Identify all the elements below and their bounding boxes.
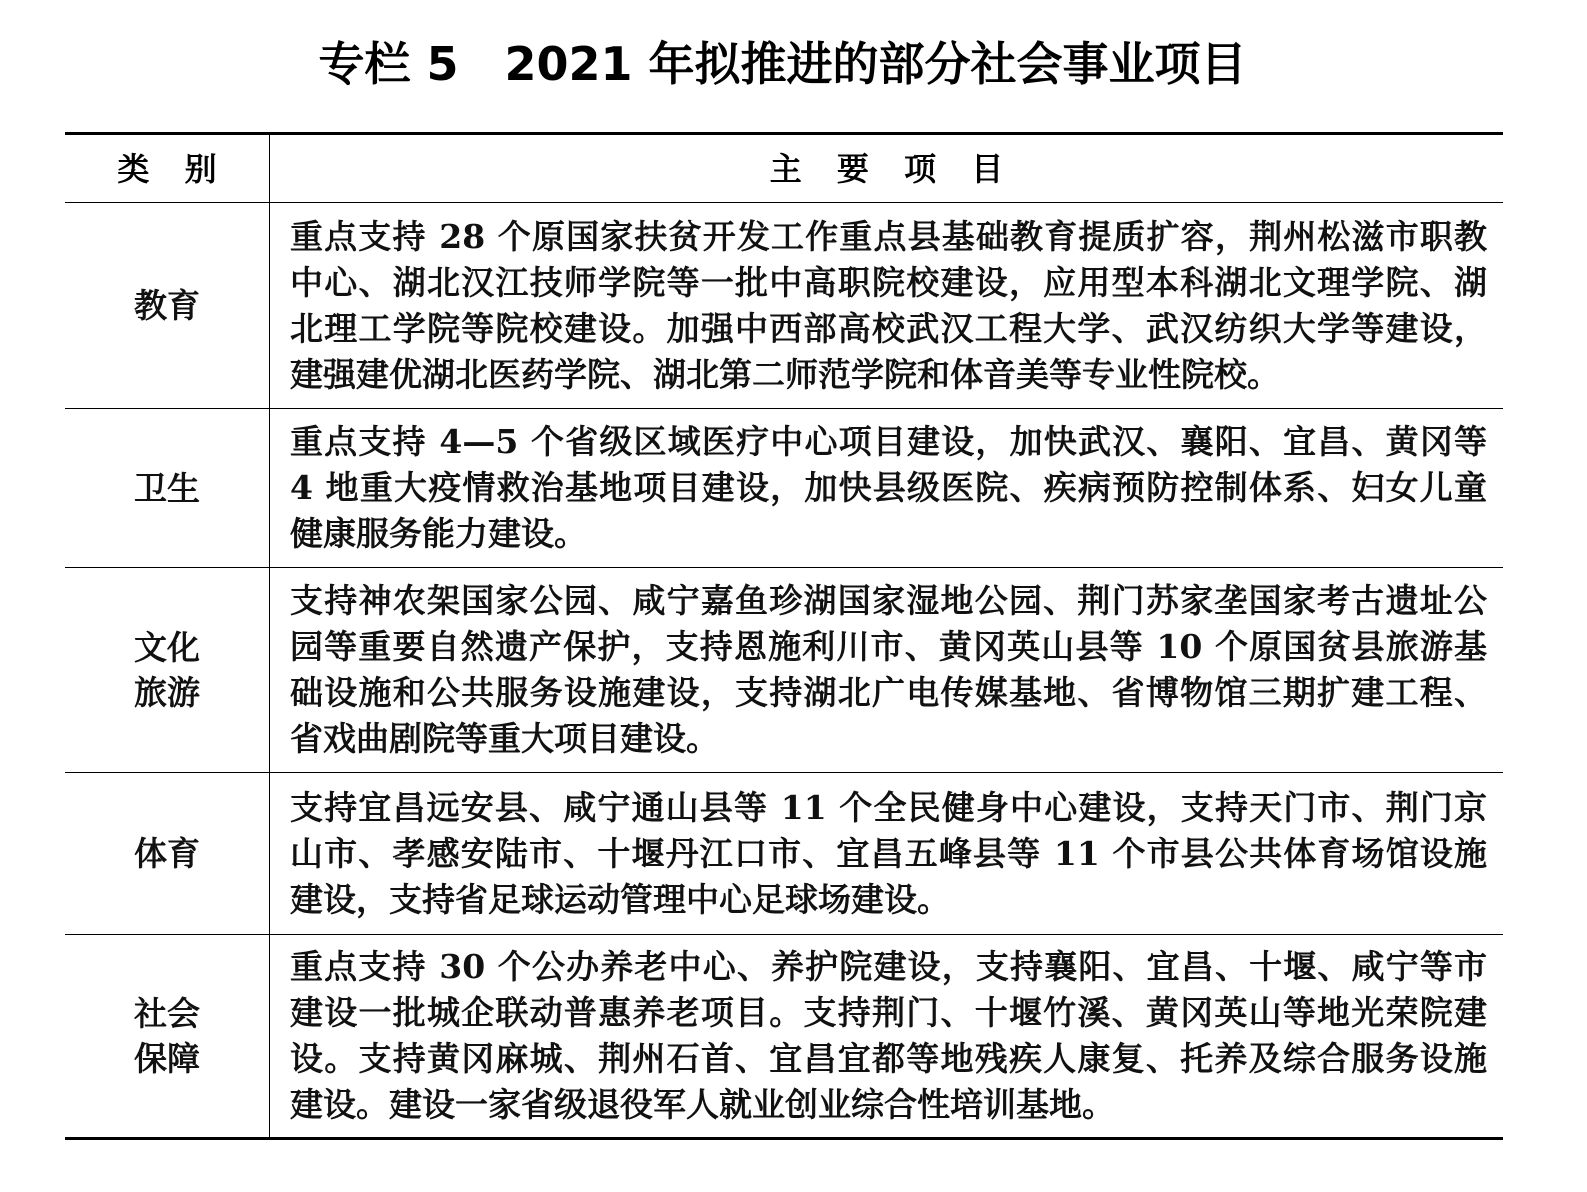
category-label: 文化 [134, 628, 200, 667]
text-line: 园等重要自然遗产保护，支持恩施利川市、黄冈英山县等 10 个原国贫县旅游基 [290, 627, 1487, 666]
table-row-sports [65, 773, 1503, 935]
category-label: 体育 [134, 834, 200, 873]
items-cell [270, 568, 1503, 772]
table-row-health [65, 409, 1503, 568]
text-line: 支持神农架国家公园、咸宁嘉鱼珍湖国家湿地公园、荆门苏家垄国家考古遗址公 [290, 581, 1487, 620]
text-line: 4 地重大疫情救治基地项目建设，加快县级医院、疾病预防控制体系、妇女儿童 [290, 468, 1487, 507]
text-line: 健康服务能力建设。 [290, 514, 587, 553]
text-line: 北理工学院等院校建设。加强中西部高校武汉工程大学、武汉纺织大学等建设， [290, 308, 1487, 348]
text-line: 省戏曲剧院等重大项目建设。 [290, 719, 719, 758]
category-cell [65, 935, 270, 1137]
text-line: 支持宜昌远安县、咸宁通山县等 11 个全民健身中心建设，支持天门市、荆门京 [290, 787, 1487, 827]
category-label: 保障 [134, 1039, 200, 1078]
category-label: 卫生 [134, 468, 200, 508]
table-row-culture-tourism [65, 568, 1503, 773]
page-title: 专栏 5 2021 年拟推进的部分社会事业项目 [318, 37, 1247, 91]
text-line: 重点支持 28 个原国家扶贫开发工作重点县基础教育提质扩容，荆州松滋市职教 [290, 216, 1487, 256]
text-line: 重点支持 4—5 个省级区域医疗中心项目建设，加快武汉、襄阳、宜昌、黄冈等 [290, 422, 1487, 461]
table-row-social-security [65, 935, 1503, 1140]
items-cell [270, 935, 1503, 1137]
category-cell [65, 203, 270, 408]
category-cell [65, 568, 270, 772]
text-line: 建设，支持省足球运动管理中心足球场建设。 [290, 879, 950, 919]
header-category: 类 别 [117, 149, 229, 188]
table-row-education [65, 203, 1503, 409]
text-line: 重点支持 30 个公办养老中心、养护院建设，支持襄阳、宜昌、十堰、咸宁等市 [290, 947, 1487, 986]
text-line: 建设一批城企联动普惠养老项目。支持荆门、十堰竹溪、黄冈英山等地光荣院建 [290, 993, 1487, 1032]
header-items-cell [270, 135, 1503, 202]
items-cell [270, 409, 1503, 567]
category-label: 社会 [134, 994, 200, 1033]
text-line: 中心、湖北汉江技师学院等一批中高职院校建设，应用型本科湖北文理学院、湖 [290, 262, 1487, 302]
category-cell [65, 773, 270, 934]
text-line: 设。支持黄冈麻城、荆州石首、宜昌宜都等地残疾人康复、托养及综合服务设施 [290, 1039, 1487, 1078]
text-line: 础设施和公共服务设施建设，支持湖北广电传媒基地、省博物馆三期扩建工程、 [290, 673, 1487, 712]
category-label: 教育 [134, 286, 200, 325]
category-cell [65, 409, 270, 567]
text-line: 山市、孝感安陆市、十堰丹江口市、宜昌五峰县等 11 个市县公共体育场馆设施 [290, 833, 1487, 873]
text-line: 建强建优湖北医药学院、湖北第二师范学院和体音美等专业性院校。 [290, 354, 1280, 394]
projects-table [65, 132, 1503, 1140]
text-line: 建设。建设一家省级退役军人就业创业综合性培训基地。 [290, 1085, 1115, 1124]
header-category-cell [65, 135, 270, 202]
items-cell [270, 203, 1503, 408]
header-main-items: 主 要 项 目 [769, 149, 1016, 188]
table-header-row [65, 135, 1503, 203]
category-label: 旅游 [134, 673, 200, 712]
items-cell [270, 773, 1503, 934]
